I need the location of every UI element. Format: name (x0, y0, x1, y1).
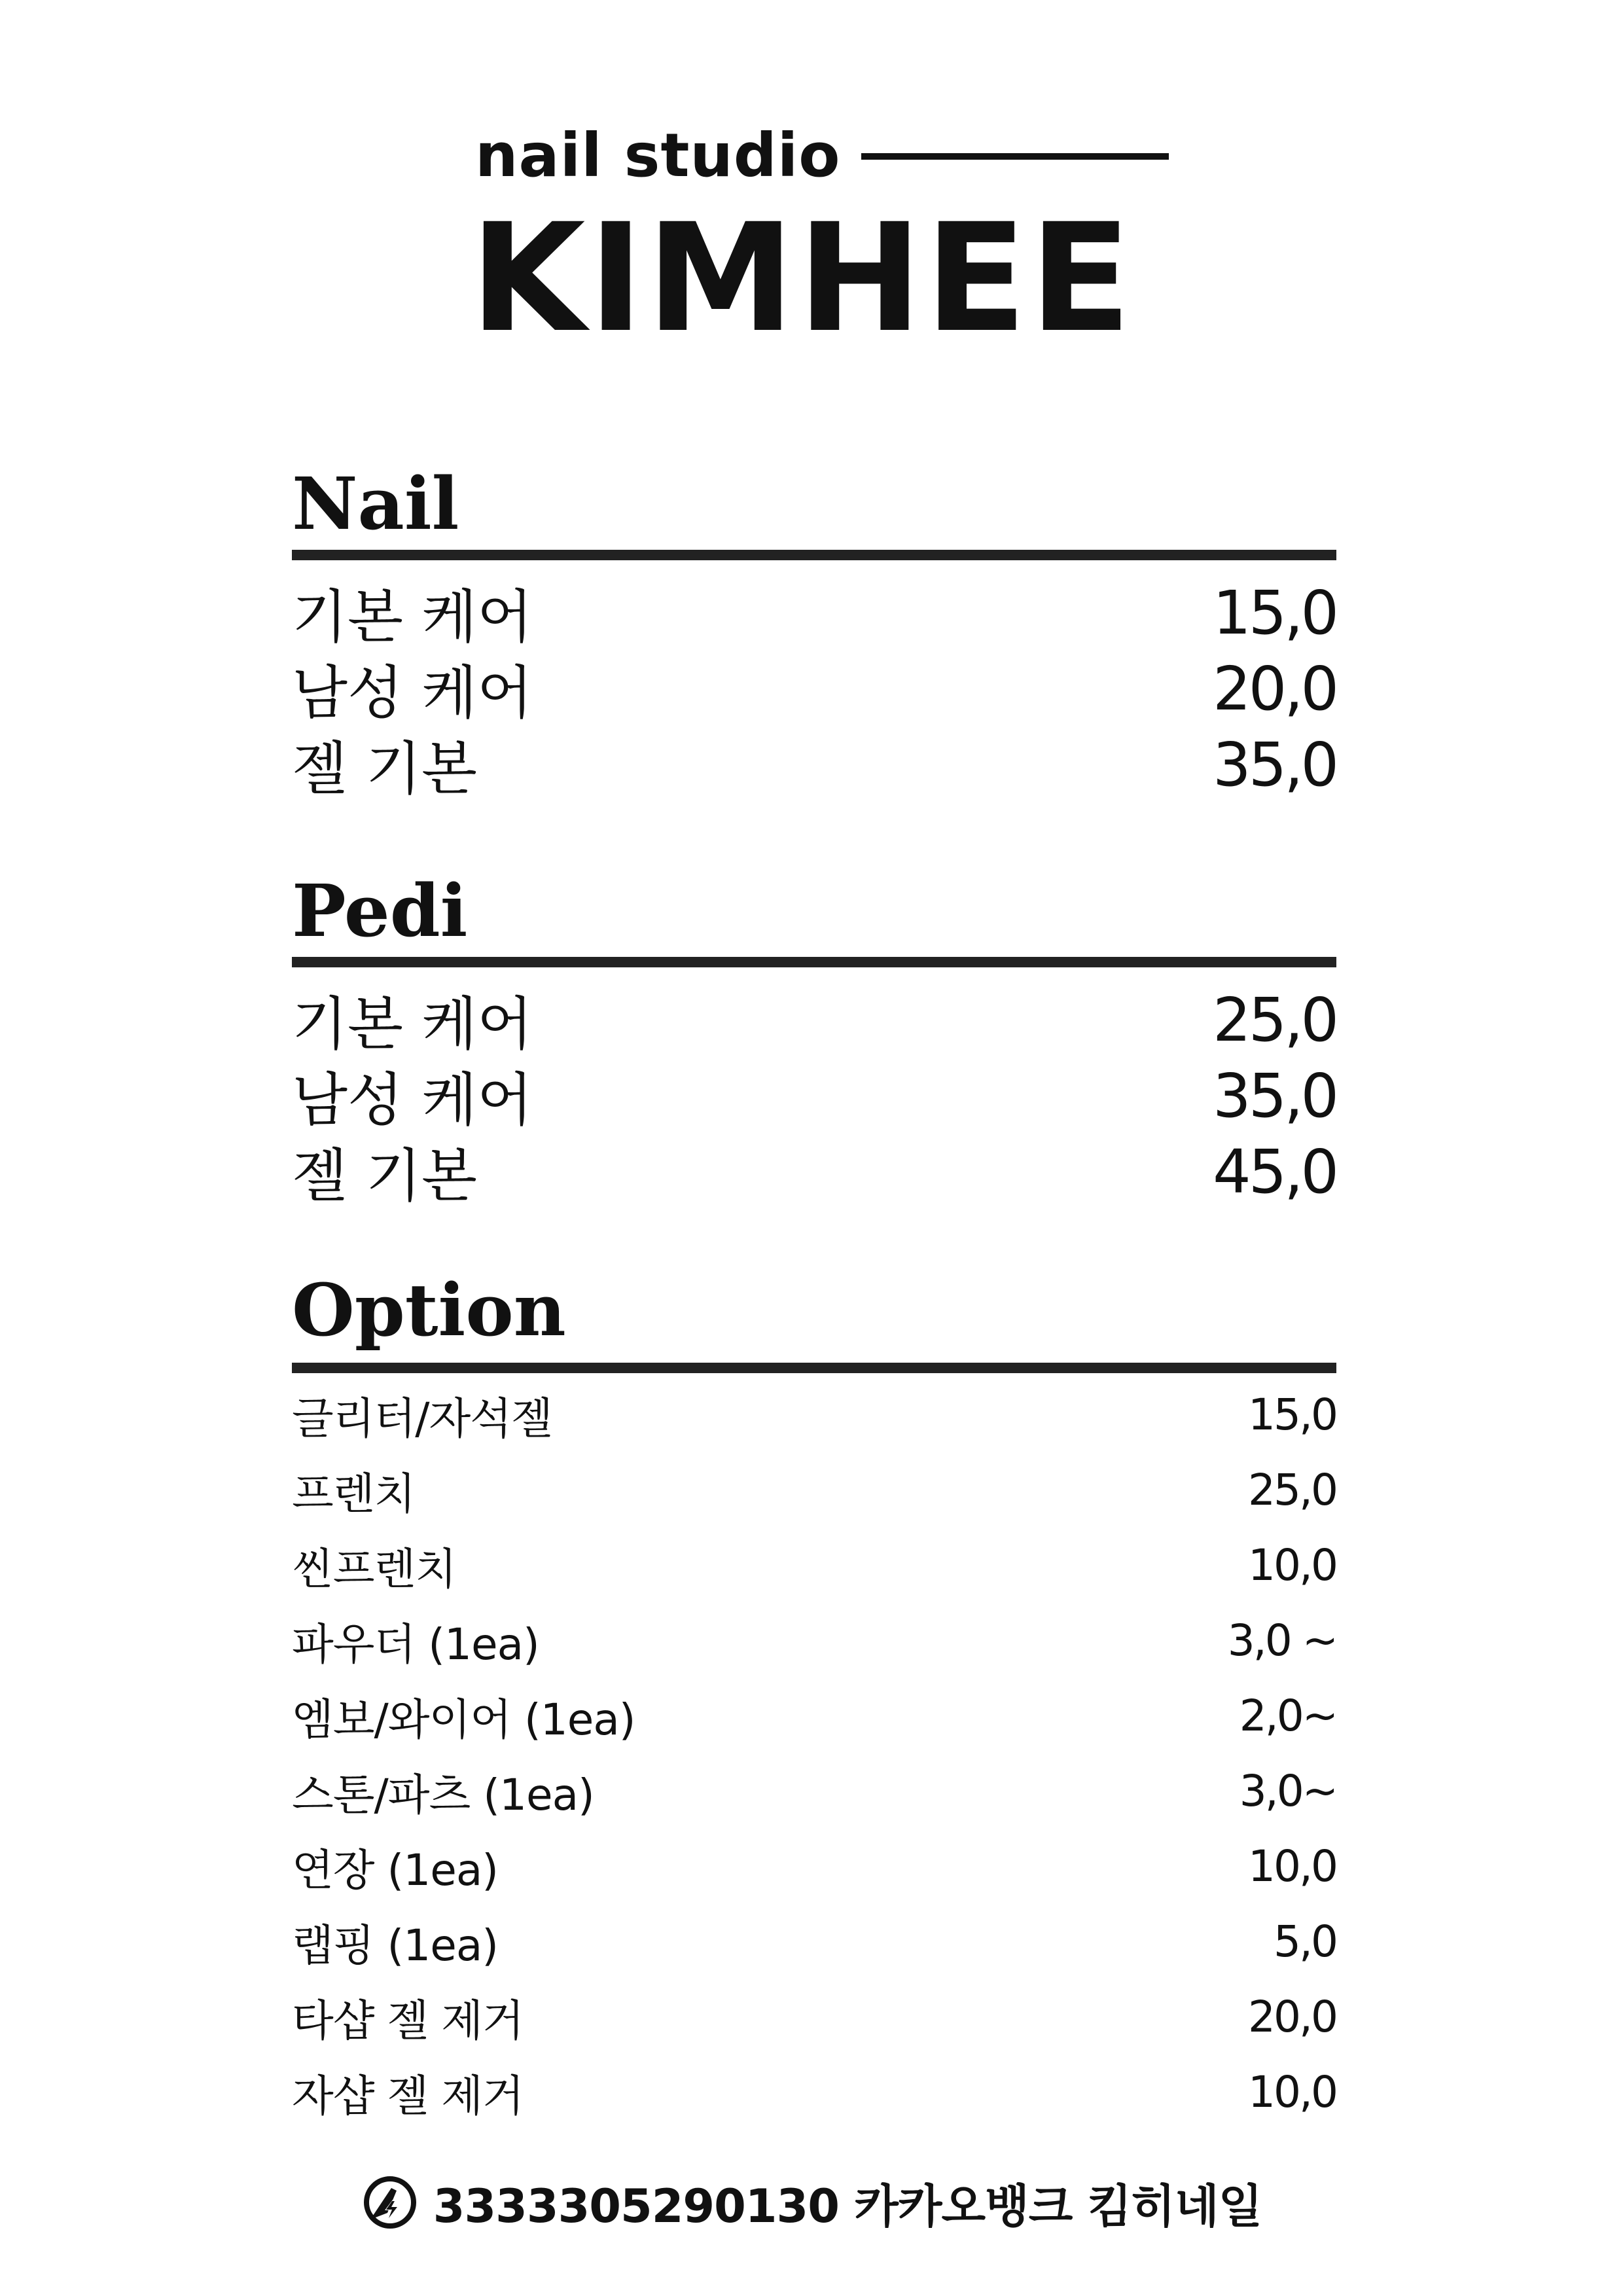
service-name: 파우더 (1ea) (292, 1619, 539, 1670)
service-name: 랩핑 (1ea) (292, 1920, 499, 1971)
pedi-price-list (292, 982, 1336, 1210)
footer-account (0, 2160, 1623, 2245)
service-price: 35,0 (1213, 729, 1336, 800)
service-price: 25,0 (1213, 984, 1336, 1055)
service-price: 5,0 (1274, 1916, 1336, 1967)
option-section (292, 1265, 1336, 2130)
service-price: 2,0~ (1239, 1691, 1336, 1741)
service-price: 45,0 (1213, 1136, 1336, 1207)
price-row (292, 2054, 1336, 2130)
service-name: 남성 케어 (292, 659, 533, 726)
nail-section (292, 458, 1336, 802)
section-divider (292, 1363, 1336, 1373)
service-name: 기본 케어 (292, 990, 533, 1058)
service-name: 남성 케어 (292, 1066, 533, 1134)
service-name: 글리터/자석젤 (292, 1393, 552, 1444)
service-price: 3,0~ (1239, 1766, 1336, 1816)
price-row (292, 1904, 1336, 1979)
service-name: 젤 기본 (292, 1142, 477, 1210)
service-name: 엠보/와이어 (1ea) (292, 1695, 635, 1745)
section-title-pedi: Pedi (292, 869, 468, 953)
service-name: 타샵 젤 제거 (292, 1996, 524, 2046)
price-row (292, 1678, 1336, 1753)
brand-divider (861, 153, 1169, 160)
brand-subtitle: nail studio (475, 120, 841, 190)
service-price: 10,0 (1248, 1841, 1336, 1892)
section-title-nail: Nail (292, 461, 459, 546)
price-row (292, 575, 1336, 651)
service-price: 20,0 (1213, 653, 1336, 724)
section-divider (292, 957, 1336, 967)
service-price: 35,0 (1213, 1060, 1336, 1131)
brand-name: KIMHEE (470, 191, 1134, 365)
price-row (292, 1452, 1336, 1528)
service-price: 10,0 (1248, 2067, 1336, 2117)
service-name: 연장 (1ea) (292, 1845, 499, 1895)
service-name: 프렌치 (292, 1469, 416, 1519)
service-price: 15,0 (1213, 577, 1336, 648)
service-price: 15,0 (1248, 1390, 1336, 1440)
section-title-option: Option (292, 1268, 566, 1352)
price-row (292, 726, 1336, 802)
service-name: 씬프렌치 (292, 1544, 457, 1594)
pedi-section (292, 865, 1336, 1210)
bank-account-text: 3333305290130 카카오뱅크 킴히네일 (433, 2179, 1262, 2233)
service-name: 자샵 젤 제거 (292, 2071, 524, 2121)
price-row (292, 1603, 1336, 1678)
price-row (292, 1829, 1336, 1904)
price-row (292, 651, 1336, 726)
bank-icon (361, 2174, 419, 2231)
service-price: 25,0 (1248, 1465, 1336, 1515)
service-name: 기본 케어 (292, 583, 533, 651)
service-name: 스톤/파츠 (1ea) (292, 1770, 594, 1820)
price-row (292, 1528, 1336, 1603)
price-row (292, 1377, 1336, 1452)
option-price-list (292, 1377, 1336, 2130)
service-price: 3,0 ~ (1227, 1615, 1336, 1666)
service-price: 20,0 (1248, 1992, 1336, 2042)
section-divider (292, 550, 1336, 560)
price-row (292, 1058, 1336, 1134)
service-price: 10,0 (1248, 1540, 1336, 1590)
price-row (292, 1753, 1336, 1829)
price-row (292, 982, 1336, 1058)
service-name: 젤 기본 (292, 735, 477, 802)
price-row (292, 1134, 1336, 1210)
price-row (292, 1979, 1336, 2054)
nail-price-list (292, 575, 1336, 802)
